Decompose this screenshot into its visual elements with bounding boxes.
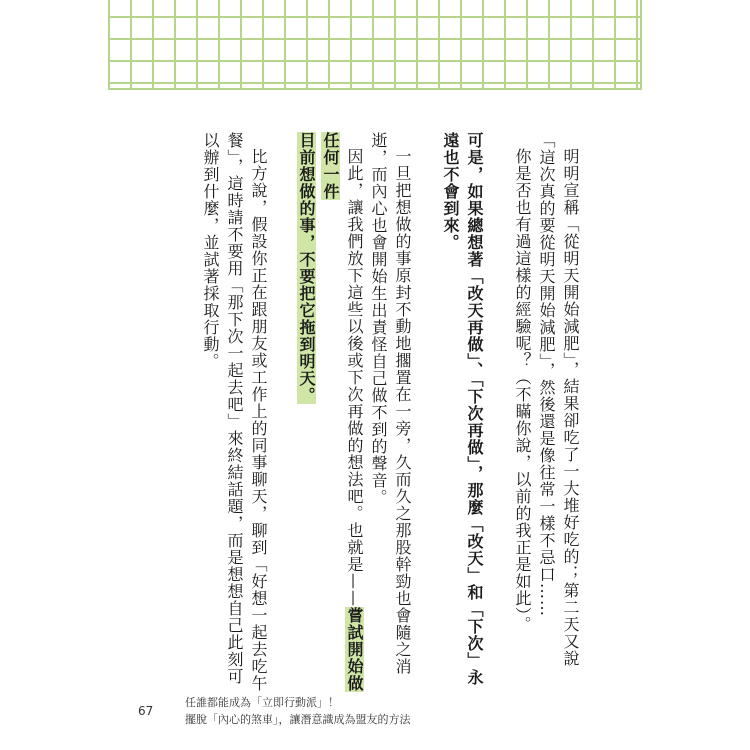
footer-line-1: 任誰都能成為「立即行動派」！	[185, 696, 339, 709]
emphasis-paragraph: 可是，如果總想著「改天再做」、「下次再做」，那麼「改天」和「下次」永遠也不會到來。	[441, 132, 484, 686]
highlight-part-1: 嘗試開始做任何一件	[321, 132, 364, 692]
highlight-line	[294, 132, 318, 692]
paragraph-1: 明明宣稱「從明天開始減肥」，結果卻吃了一大堆好吃的；第二天又說「這次真的要從明天開始減肥」，然後還是像往常一樣不忌口……	[537, 132, 580, 667]
running-footer	[185, 694, 411, 728]
paragraph-4	[318, 132, 366, 692]
page-number: 67	[138, 704, 154, 718]
decorative-grid-band	[108, 0, 642, 90]
paragraph-4-text: 因此，讓我們放下這些以後或下次再做的想法吧。也就是——	[345, 148, 364, 607]
highlight-part-2: 目前想做的事，不要把它拖到明天。	[297, 132, 316, 404]
paragraph-3: 一旦把想做的事原封不動地擱置在一旁，久而久之那股幹勁也會隨之消逝，而內心也會開始生出責怪自己做不到的聲音。	[369, 132, 412, 675]
footer-line-2: 擺脫「內心的煞車」，讓潛意識成為盟友的方法	[185, 713, 411, 726]
body-text	[180, 132, 582, 692]
paragraph-2: 你是否也有過這樣的經驗呢？（不瞞你說，以前的我正是如此）。	[513, 148, 532, 633]
paragraph-5: 比方說，假設你正在跟朋友或工作上的同事聊天，聊到「好想一起去吃午餐」，這時請不要用「那下次一起去吧」來終結話題，而是想想自己此刻可以辦到什麼，並試著採取行動。	[201, 132, 268, 692]
